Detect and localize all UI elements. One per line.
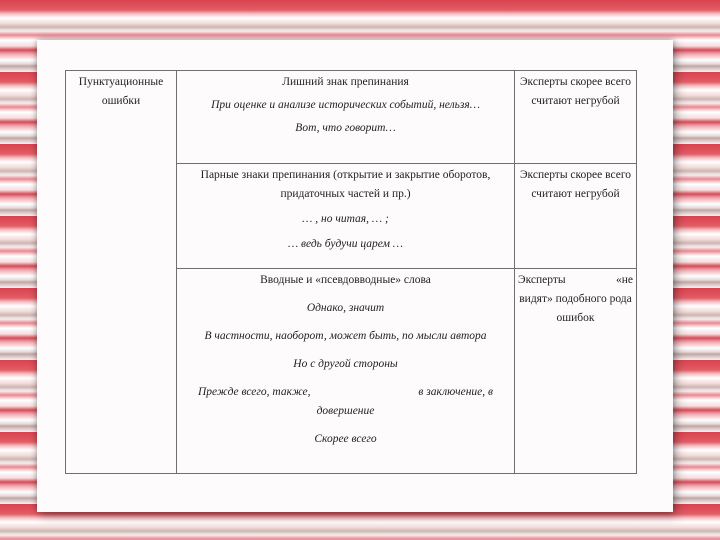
row3-example-5b: довершение xyxy=(316,405,375,417)
error-type-cell xyxy=(177,164,515,269)
row3-example-1: Однако, значит xyxy=(306,302,385,314)
verdict-cell xyxy=(515,71,637,164)
row3-example-4-line xyxy=(180,383,511,402)
row2-verdict: Эксперты скорее всего считают негрубой xyxy=(519,169,632,200)
table-row xyxy=(66,71,637,164)
error-type-cell xyxy=(177,269,515,474)
row1-heading: Лишний знак препинания xyxy=(282,76,409,88)
row1-verdict: Эксперты скорее всего считают негрубой xyxy=(519,76,632,107)
row3-verdict-line1: Эксперты «не xyxy=(518,274,633,286)
row3-heading: Вводные и «псевдовводные» слова xyxy=(260,274,431,286)
row2-example-2: … ведь будучи царем … xyxy=(287,238,404,250)
row2-example-1: … , но читая, … ; xyxy=(302,213,389,225)
row3-example-2: В частности, наоборот, может быть, по мысли автора xyxy=(204,330,487,342)
verdict-cell xyxy=(515,269,637,474)
verdict-cell xyxy=(515,164,637,269)
punctuation-errors-table xyxy=(65,70,637,474)
category-cell xyxy=(66,71,177,474)
row3-example-6: Скорее всего xyxy=(314,433,377,445)
row1-example-1: При оценке и анализе исторических событий, нельзя… xyxy=(211,99,480,111)
error-type-cell xyxy=(177,71,515,164)
row1-example-2: Вот, что говорит… xyxy=(295,122,396,134)
row3-example-3: Но с другой стороны xyxy=(293,358,398,370)
row3-example-4: Прежде всего, также, xyxy=(198,386,311,398)
row3-verdict-rest: видят» подобного рода ошибок xyxy=(519,293,632,324)
slide xyxy=(37,40,673,512)
category-label: Пунктуационные ошибки xyxy=(78,76,164,107)
row2-heading: Парные знаки препинания (открытие и закрытие оборотов, придаточных частей и пр.) xyxy=(200,169,491,200)
row3-example-5a: в заключение, в xyxy=(418,386,493,398)
